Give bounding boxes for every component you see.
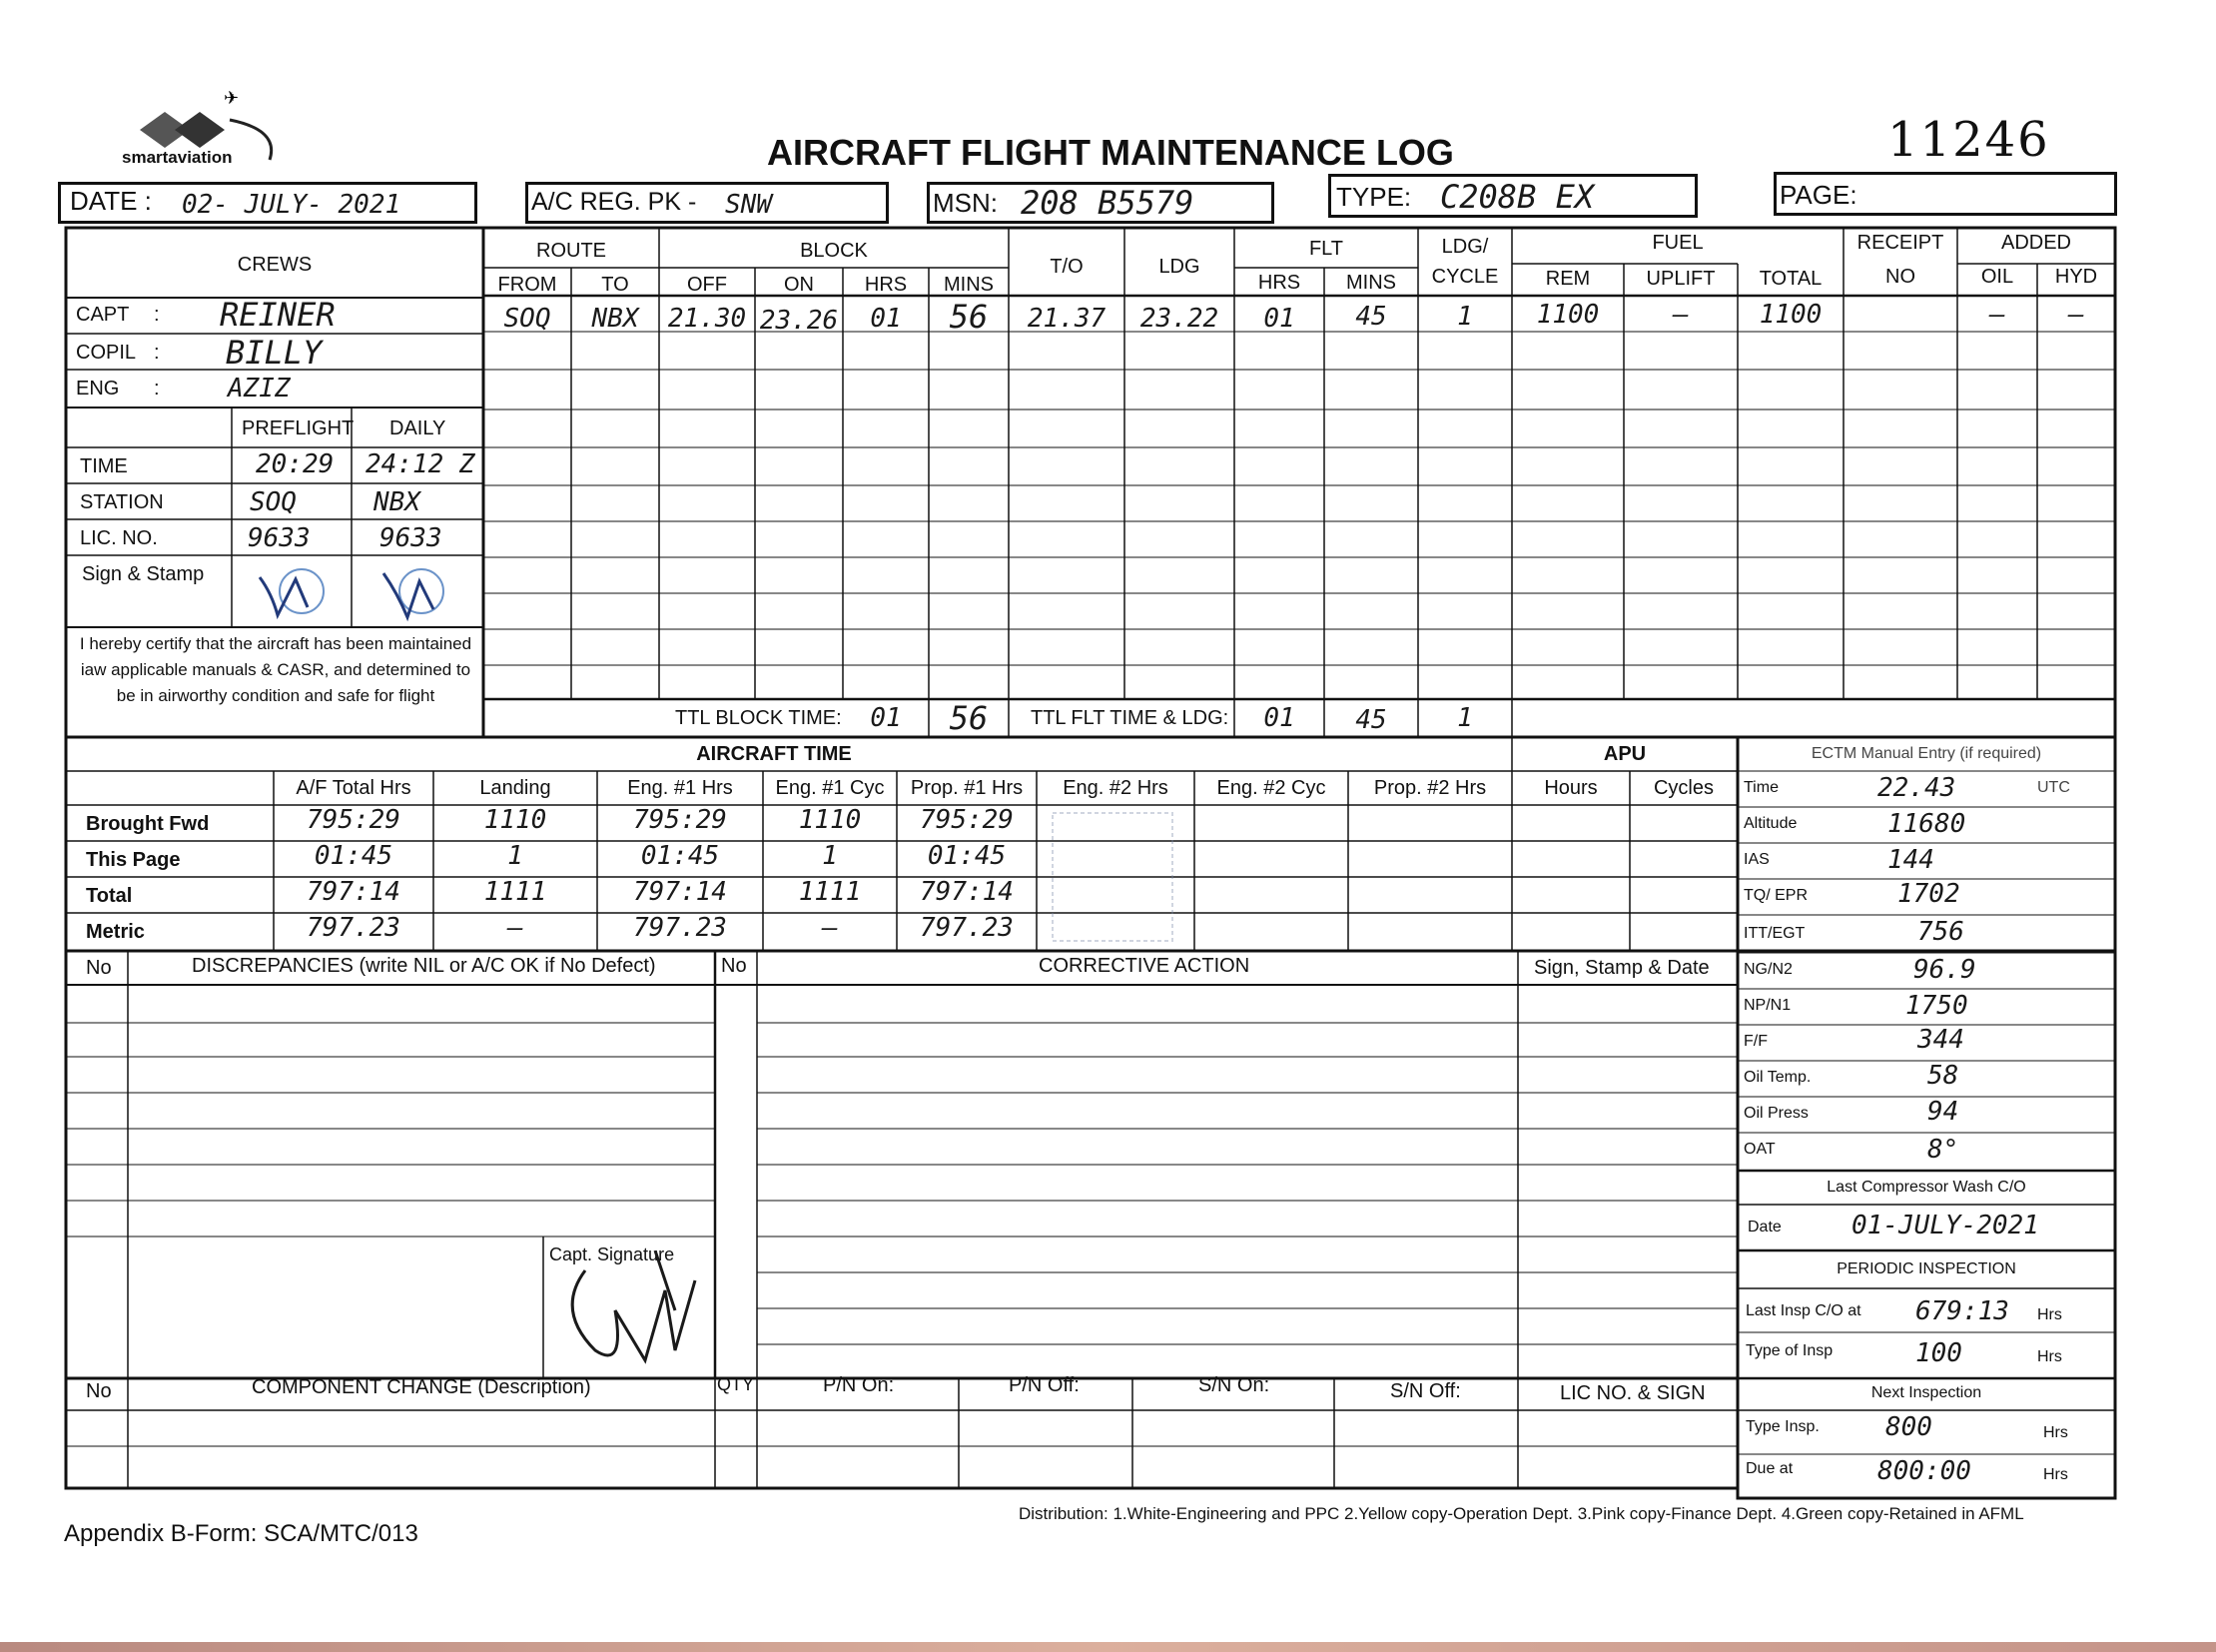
row1-cycle[interactable]: 1 — [1457, 302, 1473, 332]
capt-label: CAPT — [76, 304, 130, 326]
check-sign-label: Sign & Stamp — [82, 563, 205, 585]
to-header: TO — [601, 274, 629, 296]
ectm-ias-value[interactable]: 144 — [1887, 845, 1934, 875]
receipt-no-header: NO — [1885, 266, 1915, 288]
ectm-tq-label: TQ/ EPR — [1744, 887, 1809, 904]
hyd-header: HYD — [2054, 266, 2098, 288]
stamp-icon — [250, 563, 340, 623]
ectm-tq-value[interactable]: 1702 — [1897, 879, 1960, 909]
eng-label: ENG — [76, 378, 120, 400]
row1-to[interactable]: NBX — [591, 304, 639, 334]
on-header: ON — [784, 274, 814, 296]
capt-signature-label: Capt. Signature — [549, 1244, 675, 1264]
corrective-header: CORRECTIVE ACTION — [1039, 955, 1250, 977]
row1-oil[interactable]: — — [1989, 300, 2005, 330]
tp-af-total[interactable]: 01:45 — [314, 841, 393, 871]
copil-sep: : — [154, 342, 160, 364]
row1-hyd[interactable]: — — [2068, 300, 2084, 330]
last-insp-label: Last Insp C/O at — [1746, 1302, 1861, 1319]
col-eng1-cyc: Eng. #1 Cyc — [775, 777, 885, 799]
flt-mins-header: MINS — [1346, 272, 1396, 294]
tp-eng1-hrs[interactable]: 01:45 — [640, 841, 720, 871]
due-label: Due at — [1746, 1460, 1794, 1477]
met-prop1-hrs[interactable]: 797.23 — [920, 913, 1014, 943]
check-station-preflight[interactable]: SOQ — [250, 487, 297, 517]
uplift-header: UPLIFT — [1646, 268, 1716, 290]
mins-header: MINS — [944, 274, 994, 296]
ectm-ng-label: NG/N2 — [1744, 961, 1793, 978]
type-label: TYPE: — [1336, 182, 1412, 212]
comp-desc-header: COMPONENT CHANGE (Description) — [252, 1376, 591, 1398]
ectm-time-unit: UTC — [2037, 779, 2070, 796]
copil-label: COPIL — [76, 342, 137, 364]
bf-eng1-cyc[interactable]: 1110 — [798, 805, 862, 835]
type-insp-hrs: Hrs — [2037, 1348, 2062, 1365]
row1-to-time[interactable]: 21.37 — [1027, 304, 1107, 334]
to-time-header: T/O — [1050, 256, 1084, 278]
ectm-ng-value[interactable]: 96.9 — [1913, 955, 1976, 985]
from-header: FROM — [497, 274, 557, 296]
stamp-icon — [377, 563, 467, 623]
tp-prop1-hrs[interactable]: 01:45 — [927, 841, 1007, 871]
row1-rem[interactable]: 1100 — [1536, 300, 1600, 330]
ldg-cycle-header: LDG/ CYCLE — [1431, 236, 1499, 288]
check-lic-label: LIC. NO. — [80, 527, 158, 549]
col-eng1-hrs: Eng. #1 Hrs — [627, 777, 733, 799]
wash-heading: Last Compressor Wash C/O — [1827, 1179, 2026, 1196]
wash-date-value[interactable]: 01-JULY-2021 — [1851, 1211, 2039, 1240]
row1-on[interactable]: 23.26 — [759, 306, 839, 336]
ttl-block-mins[interactable]: 56 — [949, 699, 989, 737]
check-lic-preflight[interactable]: 9633 — [248, 523, 311, 553]
apu-heading: APU — [1603, 743, 1647, 765]
signature-icon — [555, 1250, 715, 1378]
flt-hrs-header: HRS — [1257, 272, 1301, 294]
sign-stamp-date-header: Sign, Stamp & Date — [1534, 957, 1710, 979]
type-value[interactable]: C208B EX — [1440, 178, 1595, 216]
row1-ldg[interactable]: 23.22 — [1139, 304, 1219, 334]
row-metric: Metric — [86, 921, 145, 943]
ectm-np-value[interactable]: 1750 — [1905, 991, 1968, 1021]
met-eng1-hrs[interactable]: 797.23 — [633, 913, 727, 943]
corr-no-header: No — [721, 955, 747, 977]
rem-header: REM — [1545, 268, 1591, 290]
stamp-icon — [1043, 807, 1192, 947]
bf-prop1-hrs[interactable]: 795:29 — [920, 805, 1014, 835]
comp-sn-on-header: S/N On: — [1198, 1374, 1270, 1396]
apu-cycles-header: Cycles — [1653, 777, 1714, 799]
ectm-time-value[interactable]: 22.43 — [1877, 773, 1956, 803]
col-prop1-hrs: Prop. #1 Hrs — [910, 777, 1024, 799]
col-eng2-cyc: Eng. #2 Cyc — [1216, 777, 1326, 799]
block-header: BLOCK — [800, 240, 868, 262]
bf-landing[interactable]: 1110 — [483, 805, 547, 835]
ectm-heading: ECTM Manual Entry (if required) — [1811, 745, 2042, 762]
check-time-preflight[interactable]: 20:29 — [256, 449, 335, 479]
comp-pn-off-header: P/N Off: — [1009, 1374, 1080, 1396]
next-insp-heading: Next Inspection — [1870, 1384, 1982, 1401]
msn-value[interactable]: 208 B5579 — [1021, 184, 1194, 222]
eng-sep: : — [154, 378, 160, 400]
ectm-oat-label: OAT — [1744, 1141, 1776, 1158]
ttl-block-hrs[interactable]: 01 — [870, 703, 902, 733]
check-station-label: STATION — [80, 491, 164, 513]
page-label: PAGE: — [1780, 180, 1857, 210]
type-insp-label: Type of Insp — [1746, 1342, 1834, 1359]
row1-uplift[interactable]: — — [1673, 300, 1689, 330]
col-eng2-hrs: Eng. #2 Hrs — [1063, 777, 1168, 799]
row-brought-fwd: Brought Fwd — [86, 813, 210, 835]
capt-value[interactable]: REINER — [220, 296, 336, 334]
disc-no-header: No — [86, 957, 112, 979]
row1-off[interactable]: 21.30 — [667, 304, 747, 334]
brand-name: smartaviation — [122, 148, 233, 167]
reg-value[interactable]: SNW — [725, 190, 772, 220]
row1-mins[interactable]: 56 — [949, 298, 989, 336]
row-total: Total — [86, 885, 133, 907]
page-bottom-edge — [0, 1642, 2216, 1652]
serial-number: 11246 — [1887, 112, 2050, 168]
due-value[interactable]: 800:00 — [1877, 1456, 1971, 1486]
certify-text: I hereby certify that the aircraft has been maintained iaw applicable manuals & CASR, and determined to be in airworthy condition and safe for flight — [79, 634, 472, 705]
added-header: ADDED — [2000, 232, 2071, 254]
type-insp-value[interactable]: 100 — [1915, 1338, 1962, 1368]
tot-eng1-hrs[interactable]: 797:14 — [633, 877, 727, 907]
tot-landing[interactable]: 1111 — [483, 877, 547, 907]
copil-value[interactable]: BILLY — [226, 334, 323, 372]
comp-pn-on-header: P/N On: — [823, 1374, 895, 1396]
ectm-ff-value[interactable]: 344 — [1917, 1025, 1964, 1055]
last-insp-hrs: Hrs — [2037, 1306, 2062, 1323]
ectm-itt-value[interactable]: 756 — [1917, 917, 1964, 947]
ectm-oiltemp-value[interactable]: 58 — [1927, 1061, 1959, 1091]
comp-sn-off-header: S/N Off: — [1390, 1380, 1461, 1402]
tp-landing[interactable]: 1 — [507, 841, 523, 871]
reg-label: A/C REG. PK - — [531, 188, 697, 216]
col-af-total: A/F Total Hrs — [296, 777, 411, 799]
ectm-oat-value[interactable]: 8° — [1927, 1135, 1959, 1165]
check-time-daily[interactable]: 24:12 Z — [366, 449, 475, 479]
ectm-altitude-label: Altitude — [1744, 815, 1798, 832]
wash-date-label: Date — [1748, 1219, 1782, 1236]
receipt-header: RECEIPT — [1856, 232, 1944, 254]
periodic-heading: PERIODIC INSPECTION — [1837, 1260, 2016, 1277]
ldg-header: LDG — [1158, 256, 1200, 278]
next-type-label: Type Insp. — [1746, 1418, 1820, 1435]
row1-hrs[interactable]: 01 — [870, 304, 902, 334]
daily-header: DAILY — [389, 417, 446, 439]
tp-eng1-cyc[interactable]: 1 — [822, 841, 838, 871]
date-value[interactable]: 02- JULY- 2021 — [182, 190, 401, 220]
capt-signature — [555, 1250, 715, 1378]
row1-flt-mins[interactable]: 45 — [1355, 302, 1387, 332]
check-station-daily[interactable]: NBX — [373, 487, 420, 517]
preflight-header: PREFLIGHT — [242, 417, 355, 439]
ectm-ff-label: F/F — [1744, 1033, 1768, 1050]
bf-eng1-hrs[interactable]: 795:29 — [633, 805, 727, 835]
eng-value[interactable]: AZIZ — [228, 374, 291, 404]
disc-desc-header: DISCREPANCIES (write NIL or A/C OK if No Defect) — [192, 955, 656, 977]
met-af-total[interactable]: 797.23 — [307, 913, 400, 943]
date-label: DATE : — [70, 186, 152, 216]
next-type-hrs: Hrs — [2043, 1424, 2068, 1441]
row1-total[interactable]: 1100 — [1759, 300, 1823, 330]
ttl-ldg[interactable]: 1 — [1457, 703, 1473, 733]
oil-header: OIL — [1980, 266, 2014, 288]
fuel-header: FUEL — [1652, 232, 1704, 254]
faint-stamp — [1043, 807, 1192, 947]
route-header: ROUTE — [536, 240, 606, 262]
page-title: AIRCRAFT FLIGHT MAINTENANCE LOG — [767, 132, 1454, 173]
tot-prop1-hrs[interactable]: 797:14 — [920, 877, 1014, 907]
ttl-block-label: TTL BLOCK TIME: — [675, 707, 842, 729]
preflight-stamp — [250, 563, 340, 623]
tot-af-total[interactable]: 797:14 — [307, 877, 400, 907]
ectm-oiltemp-label: Oil Temp. — [1744, 1069, 1812, 1086]
ectm-oilpress-value[interactable]: 94 — [1927, 1097, 1959, 1127]
col-landing: Landing — [479, 777, 551, 799]
met-eng1-cyc[interactable]: — — [822, 913, 838, 943]
capt-sep: : — [154, 304, 160, 326]
ectm-altitude-value[interactable]: 11680 — [1887, 809, 1966, 839]
met-landing[interactable]: — — [507, 913, 523, 943]
tot-eng1-cyc[interactable]: 1111 — [798, 877, 862, 907]
msn-label: MSN: — [933, 188, 998, 218]
hrs-header: HRS — [864, 274, 908, 296]
row1-from[interactable]: SOQ — [503, 304, 551, 334]
crews-heading: CREWS — [237, 254, 313, 276]
apu-hours-header: Hours — [1544, 777, 1598, 799]
col-prop2-hrs: Prop. #2 Hrs — [1373, 777, 1487, 799]
flt-header: FLT — [1308, 238, 1344, 260]
last-insp-value[interactable]: 679:13 — [1915, 1296, 2009, 1326]
ttl-flt-mins[interactable]: 45 — [1355, 705, 1387, 735]
ectm-oilpress-label: Oil Press — [1744, 1105, 1809, 1122]
aircraft-time-heading: AIRCRAFT TIME — [696, 743, 852, 765]
comp-no-header: No — [86, 1380, 112, 1402]
ectm-ias-label: IAS — [1744, 851, 1770, 868]
row1-flt-hrs[interactable]: 01 — [1263, 304, 1295, 334]
comp-lic-header: LIC NO. & SIGN — [1560, 1382, 1706, 1404]
daily-stamp — [377, 563, 467, 623]
ectm-itt-label: ITT/EGT — [1744, 925, 1806, 942]
comp-qty-header: QTY — [717, 1374, 755, 1394]
off-header: OFF — [687, 274, 727, 296]
check-time-label: TIME — [80, 455, 128, 477]
svg-text:✈: ✈ — [224, 90, 240, 108]
ectm-np-label: NP/N1 — [1744, 997, 1792, 1014]
due-hrs: Hrs — [2043, 1466, 2068, 1483]
total-header: TOTAL — [1759, 268, 1823, 290]
bf-af-total[interactable]: 795:29 — [307, 805, 400, 835]
ttl-flt-label: TTL FLT TIME & LDG: — [1031, 707, 1229, 729]
distribution-note: Distribution: 1.White-Engineering and PPC 2.Yellow copy-Operation Dept. 3.Pink copy-Finance Dept. 4.Green copy-Retained in AFML — [1019, 1504, 2024, 1523]
ttl-flt-hrs[interactable]: 01 — [1263, 703, 1295, 733]
check-lic-daily[interactable]: 9633 — [379, 523, 442, 553]
form-number: Appendix B-Form: SCA/MTC/013 — [64, 1520, 418, 1547]
row-this-page: This Page — [86, 849, 181, 871]
ectm-time-label: Time — [1744, 779, 1779, 796]
next-type-value[interactable]: 800 — [1885, 1412, 1932, 1442]
